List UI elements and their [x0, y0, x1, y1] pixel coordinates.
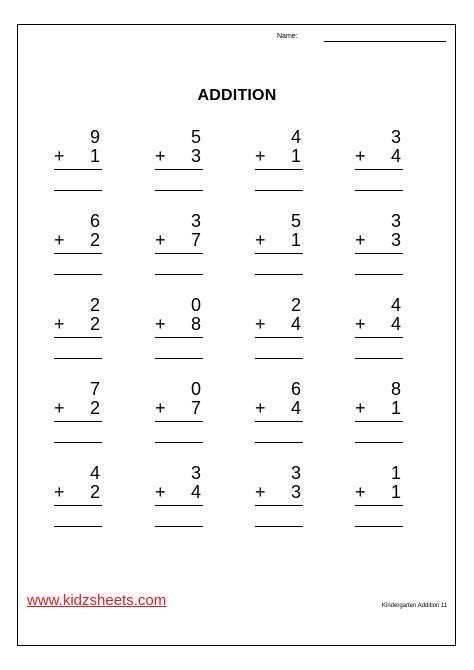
sum-line	[155, 421, 203, 422]
plus-sign: +	[255, 314, 266, 334]
sum-line	[255, 505, 303, 506]
sum-line	[155, 337, 203, 338]
top-number: 0	[190, 379, 201, 399]
sum-line	[355, 169, 403, 170]
bottom-number: 3	[290, 482, 301, 502]
plus-sign: +	[355, 314, 366, 334]
sum-line	[54, 169, 102, 170]
sum-line	[255, 253, 303, 254]
addition-problem	[54, 380, 110, 440]
addition-problem	[255, 212, 311, 272]
answer-line[interactable]	[54, 442, 102, 443]
top-number: 5	[190, 127, 201, 147]
answer-line[interactable]	[355, 442, 403, 443]
sum-line	[355, 337, 403, 338]
answer-line[interactable]	[155, 274, 203, 275]
top-number: 2	[89, 295, 100, 315]
bottom-number: 4	[290, 398, 301, 418]
addition-problem	[155, 128, 211, 188]
addition-problem	[355, 296, 411, 356]
top-number: 4	[89, 463, 100, 483]
sum-line	[54, 505, 102, 506]
bottom-number: 2	[89, 230, 100, 250]
top-number: 3	[190, 211, 201, 231]
top-number: 3	[390, 211, 401, 231]
addition-problem	[355, 380, 411, 440]
answer-line[interactable]	[155, 526, 203, 527]
answer-line[interactable]	[355, 274, 403, 275]
plus-sign: +	[355, 146, 366, 166]
addition-problem	[54, 296, 110, 356]
top-number: 2	[290, 295, 301, 315]
addition-problem	[255, 296, 311, 356]
bottom-number: 1	[89, 146, 100, 166]
addition-problem	[54, 464, 110, 524]
top-number: 7	[89, 379, 100, 399]
plus-sign: +	[155, 482, 166, 502]
answer-line[interactable]	[54, 526, 102, 527]
answer-line[interactable]	[355, 190, 403, 191]
addition-problem	[255, 380, 311, 440]
addition-problem	[54, 212, 110, 272]
top-number: 4	[390, 295, 401, 315]
top-number: 1	[390, 463, 401, 483]
answer-line[interactable]	[54, 274, 102, 275]
answer-line[interactable]	[255, 526, 303, 527]
top-number: 9	[89, 127, 100, 147]
plus-sign: +	[255, 398, 266, 418]
bottom-number: 2	[89, 314, 100, 334]
sum-line	[255, 421, 303, 422]
plus-sign: +	[355, 230, 366, 250]
plus-sign: +	[54, 314, 65, 334]
bottom-number: 4	[190, 482, 201, 502]
sum-line	[355, 253, 403, 254]
sum-line	[54, 337, 102, 338]
plus-sign: +	[54, 146, 65, 166]
sum-line	[255, 337, 303, 338]
worksheet-title: ADDITION	[197, 87, 277, 104]
bottom-number: 1	[290, 230, 301, 250]
plus-sign: +	[355, 482, 366, 502]
sum-line	[54, 253, 102, 254]
answer-line[interactable]	[54, 190, 102, 191]
plus-sign: +	[155, 146, 166, 166]
plus-sign: +	[255, 146, 266, 166]
plus-sign: +	[155, 230, 166, 250]
sum-line	[155, 253, 203, 254]
bottom-number: 7	[190, 230, 201, 250]
addition-problem	[54, 128, 110, 188]
plus-sign: +	[54, 398, 65, 418]
sheet-label: Kindergarten Addition 11	[382, 603, 448, 609]
answer-line[interactable]	[255, 190, 303, 191]
plus-sign: +	[355, 398, 366, 418]
bottom-number: 4	[390, 314, 401, 334]
answer-line[interactable]	[255, 358, 303, 359]
plus-sign: +	[155, 398, 166, 418]
answer-line[interactable]	[155, 442, 203, 443]
name-input-line[interactable]	[324, 41, 446, 42]
addition-problem	[355, 128, 411, 188]
top-number: 4	[290, 127, 301, 147]
top-number: 8	[390, 379, 401, 399]
sum-line	[155, 505, 203, 506]
addition-problem	[255, 464, 311, 524]
answer-line[interactable]	[255, 442, 303, 443]
addition-problem	[155, 212, 211, 272]
addition-problem	[255, 128, 311, 188]
bottom-number: 2	[89, 398, 100, 418]
bottom-number: 3	[190, 146, 201, 166]
answer-line[interactable]	[355, 526, 403, 527]
answer-line[interactable]	[155, 190, 203, 191]
plus-sign: +	[255, 230, 266, 250]
plus-sign: +	[54, 482, 65, 502]
bottom-number: 4	[390, 146, 401, 166]
addition-problem	[355, 464, 411, 524]
addition-problem	[155, 296, 211, 356]
bottom-number: 1	[390, 482, 401, 502]
top-number: 5	[290, 211, 301, 231]
sum-line	[54, 421, 102, 422]
sum-line	[155, 169, 203, 170]
top-number: 6	[290, 379, 301, 399]
top-number: 3	[390, 127, 401, 147]
top-number: 3	[190, 463, 201, 483]
addition-problem	[355, 212, 411, 272]
answer-line[interactable]	[54, 358, 102, 359]
sum-line	[255, 169, 303, 170]
addition-problem	[155, 380, 211, 440]
name-label: Name:	[277, 33, 298, 40]
plus-sign: +	[155, 314, 166, 334]
bottom-number: 7	[190, 398, 201, 418]
bottom-number: 1	[290, 146, 301, 166]
plus-sign: +	[54, 230, 65, 250]
bottom-number: 1	[390, 398, 401, 418]
website-link[interactable]: www.kidzsheets.com	[27, 592, 167, 609]
plus-sign: +	[255, 482, 266, 502]
top-number: 3	[290, 463, 301, 483]
bottom-number: 3	[390, 230, 401, 250]
sum-line	[355, 421, 403, 422]
sum-line	[355, 505, 403, 506]
bottom-number: 2	[89, 482, 100, 502]
answer-line[interactable]	[155, 358, 203, 359]
addition-problem	[155, 464, 211, 524]
answer-line[interactable]	[355, 358, 403, 359]
bottom-number: 4	[290, 314, 301, 334]
top-number: 6	[89, 211, 100, 231]
top-number: 0	[190, 295, 201, 315]
bottom-number: 8	[190, 314, 201, 334]
answer-line[interactable]	[255, 274, 303, 275]
